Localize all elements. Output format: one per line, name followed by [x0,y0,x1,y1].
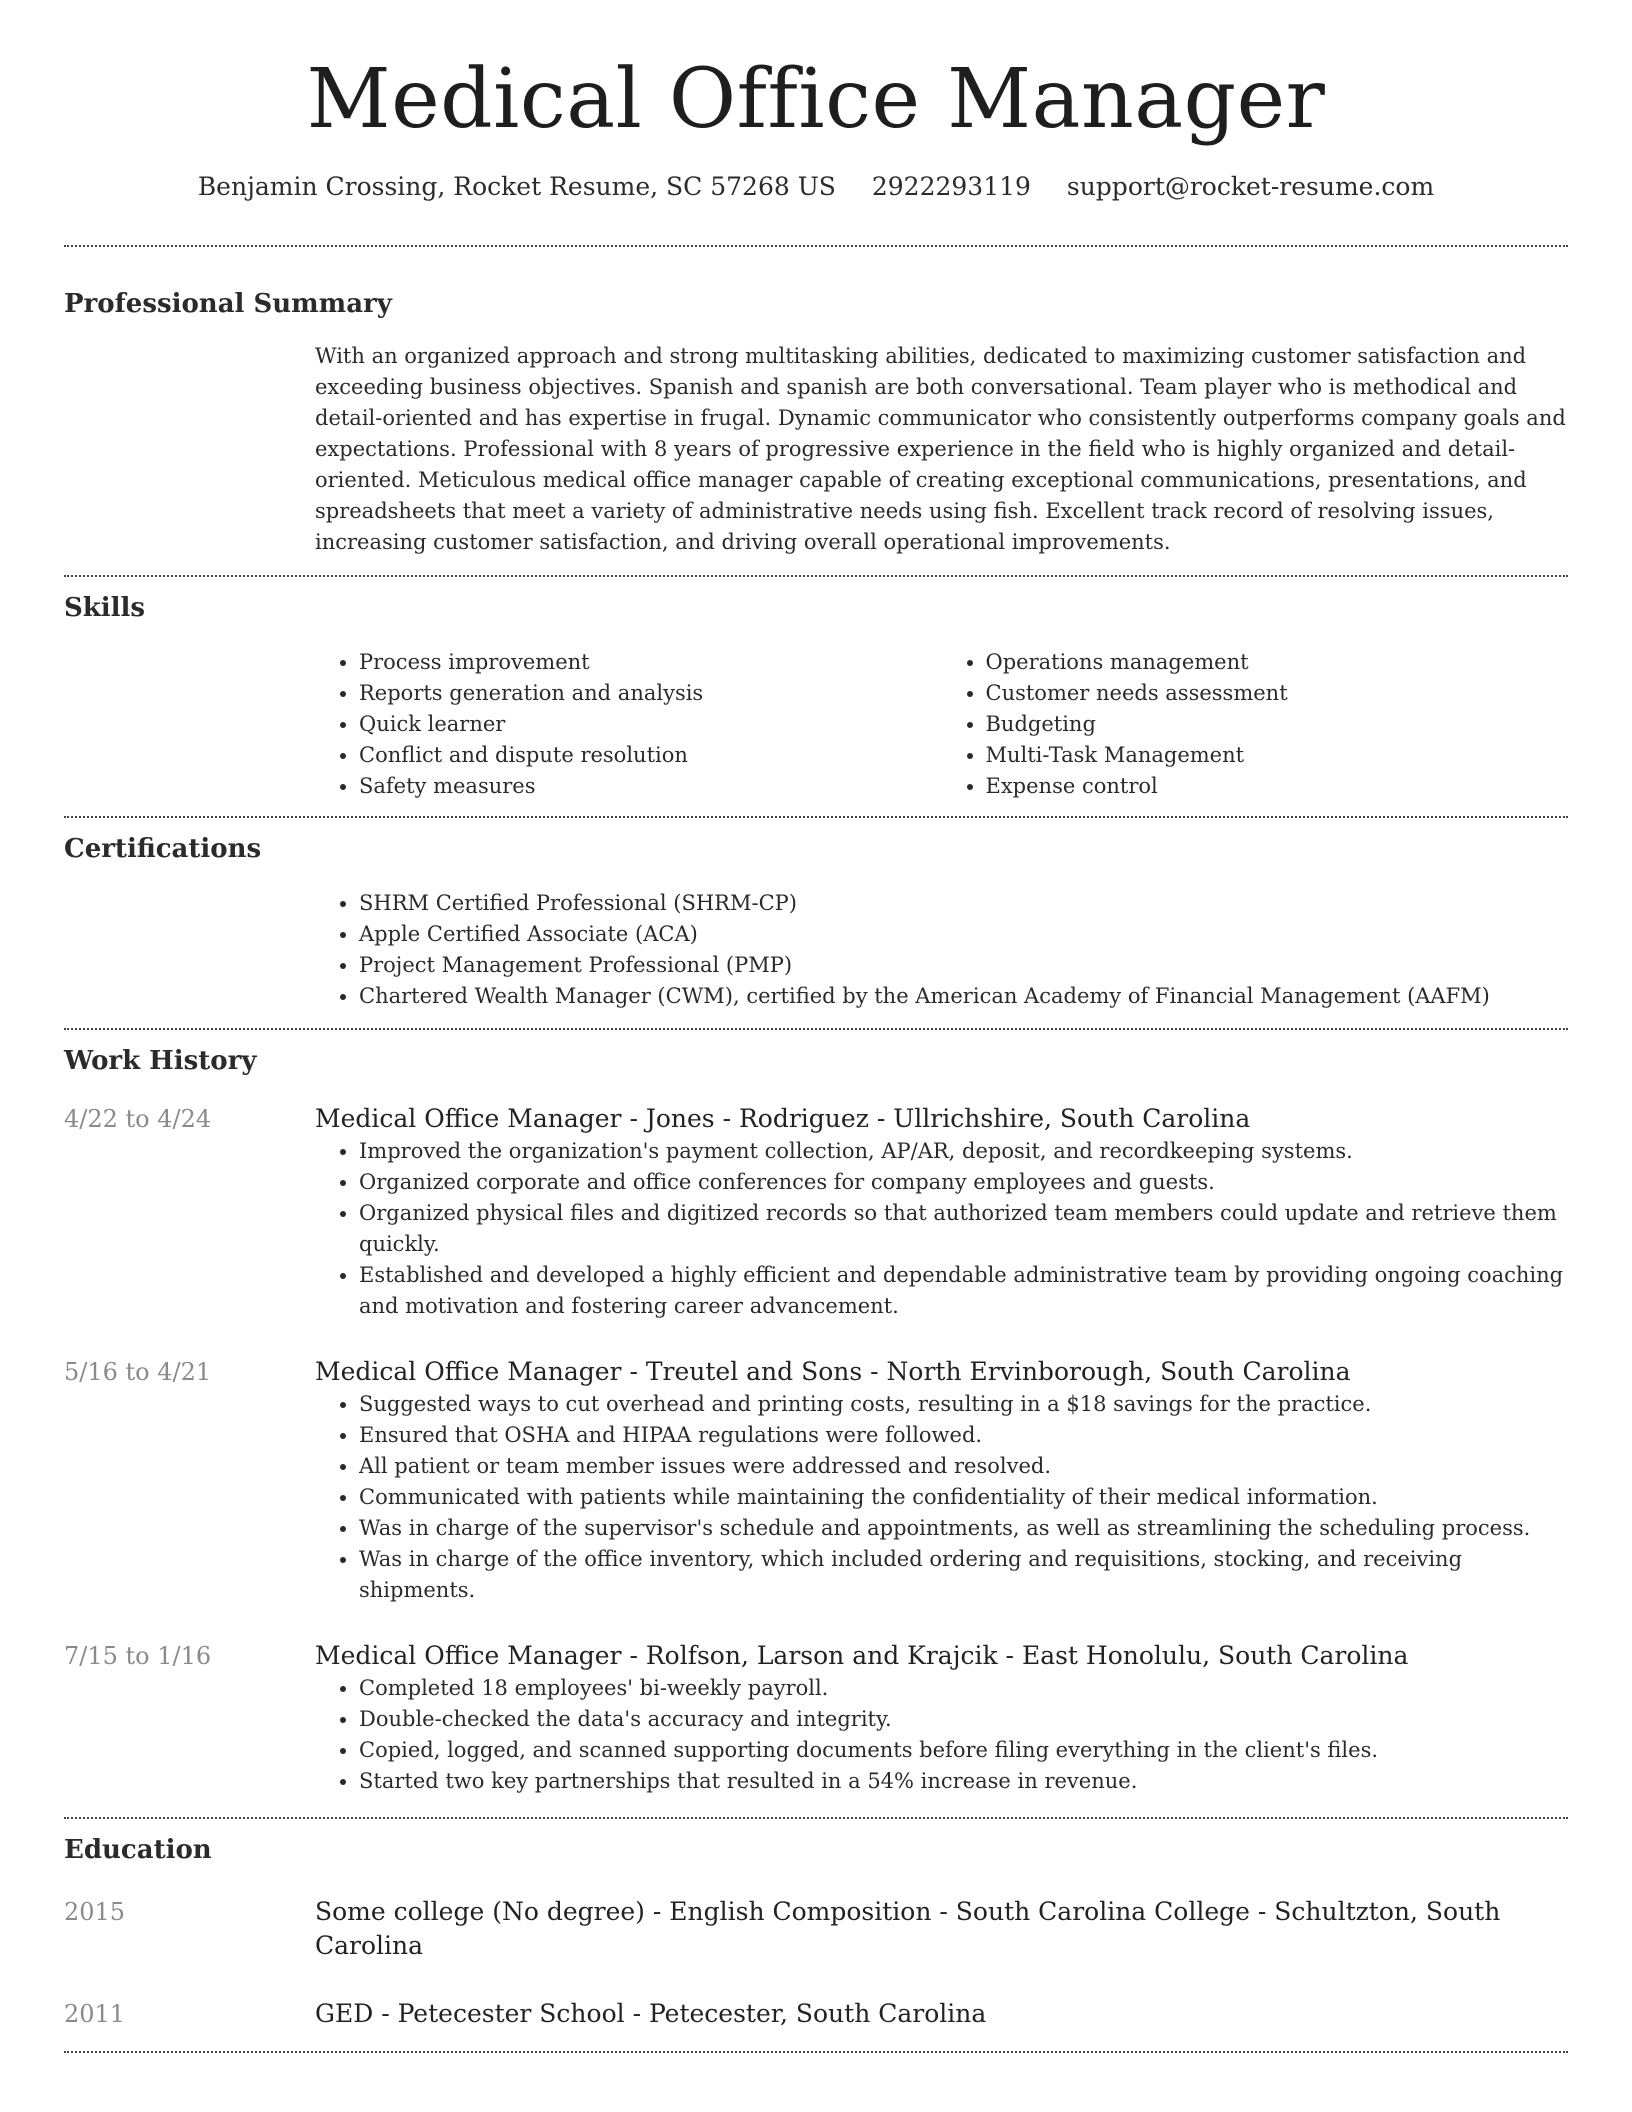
education-year: 2011 [64,2000,126,2028]
resume-header [64,0,1568,204]
job-dates: 4/22 to 4/24 [64,1105,212,1133]
contact-line [64,170,1568,204]
skill-item: • Operations management [986,647,1569,678]
job-title: Medical Office Manager - Jones - Rodriguez - Ullrichshire, South Carolina [315,1104,1251,1133]
page-title: Medical Office Manager [306,52,1326,147]
skill-item: • Conflict and dispute resolution [359,740,942,771]
skills-list-right [942,647,1569,802]
job-bullet: • Double-checked the data's accuracy and integrity. [359,1704,1568,1735]
skills-grid [315,647,1568,816]
section-title-work: Work History [64,1046,257,1076]
job-entry [64,1355,1568,1606]
skills-section [64,577,1568,816]
certifications-list [315,888,1568,1012]
section-title-certifications: Certifications [64,834,262,864]
job-entry [64,1102,1568,1322]
job-bullet: • Suggested ways to cut overhead and printing costs, resulting in a $18 savings for the practice. [359,1389,1568,1420]
job-bullets [315,1136,1568,1322]
certifications-body [315,888,1568,1028]
job-bullet: • Copied, logged, and scanned supporting documents before filing everything in the client's files. [359,1735,1568,1766]
skill-item: • Expense control [986,771,1569,802]
skill-item: • Reports generation and analysis [359,678,942,709]
job-bullet: • Organized corporate and office conferences for company employees and guests. [359,1167,1568,1198]
education-section [64,1819,1568,2051]
certification-item: • Project Management Professional (PMP) [359,950,1568,981]
certifications-section [64,818,1568,1028]
skills-list-left [315,647,942,802]
education-details: Some college (No degree) - English Composition - South Carolina College - Schultzton, South Carolina [315,1897,1501,1960]
summary-text: With an organized approach and strong multitasking abilities, dedicated to maximizing customer satisfaction and exceeding business objectives. Spanish and spanish are both conversational. Team player who is methodical and detail-oriented and has expertise in frugal. Dynamic communicator who consistently outperforms company goals and expectations. Professional with 8 years of progressive experience in the field who is highly organized and detail-oriented. Meticulous medical office manager capable of creating exceptional communications, presentations, and spreadsheets that meet a variety of administrative needs using fish. Excellent track record of resolving issues, increasing customer satisfaction, and driving overall operational improvements. [315,344,1566,554]
contact-address: Benjamin Crossing, Rocket Resume, SC 57268 US [197,172,836,201]
section-divider [64,2051,1568,2053]
job-title: Medical Office Manager - Treutel and Sons - North Ervinborough, South Carolina [315,1357,1351,1386]
skill-item: • Budgeting [986,709,1569,740]
job-title: Medical Office Manager - Rolfson, Larson and Krajcik - East Honolulu, South Carolina [315,1641,1409,1670]
job-dates: 7/15 to 1/16 [64,1642,212,1670]
job-details [315,1102,1568,1322]
job-bullet: • Started two key partnerships that resulted in a 54% increase in revenue. [359,1766,1568,1797]
job-bullet: • Was in charge of the supervisor's schedule and appointments, as well as streamlining the scheduling process. [359,1513,1568,1544]
job-bullet: • All patient or team member issues were addressed and resolved. [359,1451,1568,1482]
work-history-section [64,1030,1568,1817]
certification-item: • Chartered Wealth Manager (CWM), certified by the American Academy of Financial Management (AAFM) [359,981,1568,1012]
contact-phone: 2922293119 [871,172,1031,201]
job-details [315,1355,1568,1606]
job-dates: 5/16 to 4/21 [64,1358,212,1386]
summary-section [64,247,1568,575]
job-bullet: • Organized physical files and digitized records so that authorized team members could update and retrieve them quickly. [359,1198,1568,1260]
education-year: 2015 [64,1898,126,1926]
skill-item: • Quick learner [359,709,942,740]
contact-email: support@rocket-resume.com [1066,172,1435,201]
section-title-education: Education [64,1835,212,1865]
certification-item: • Apple Certified Associate (ACA) [359,919,1568,950]
certification-item: • SHRM Certified Professional (SHRM-CP) [359,888,1568,919]
job-bullet: • Communicated with patients while maintaining the confidentiality of their medical information. [359,1482,1568,1513]
job-bullet: • Was in charge of the office inventory, which included ordering and requisitions, stocking, and receiving shipments. [359,1544,1568,1606]
skill-item: • Multi-Task Management [986,740,1569,771]
job-bullet: • Ensured that OSHA and HIPAA regulations were followed. [359,1420,1568,1451]
skill-item: • Safety measures [359,771,942,802]
section-title-skills: Skills [64,593,146,623]
section-title-summary: Professional Summary [64,289,392,319]
job-entry [64,1639,1568,1797]
job-bullet: • Completed 18 employees' bi-weekly payroll. [359,1673,1568,1704]
skill-item: • Customer needs assessment [986,678,1569,709]
job-bullet: • Improved the organization's payment collection, AP/AR, deposit, and recordkeeping systems. [359,1136,1568,1167]
job-bullets [315,1673,1568,1797]
job-bullets [315,1389,1568,1606]
skill-item: • Process improvement [359,647,942,678]
job-details [315,1639,1568,1797]
education-details: GED - Petecester School - Petecester, South Carolina [315,1999,987,2028]
job-bullet: • Established and developed a highly efficient and dependable administrative team by providing ongoing coaching and motivation and fostering career advancement. [359,1260,1568,1322]
education-entry [64,1997,1568,2031]
education-entry [64,1895,1568,1963]
